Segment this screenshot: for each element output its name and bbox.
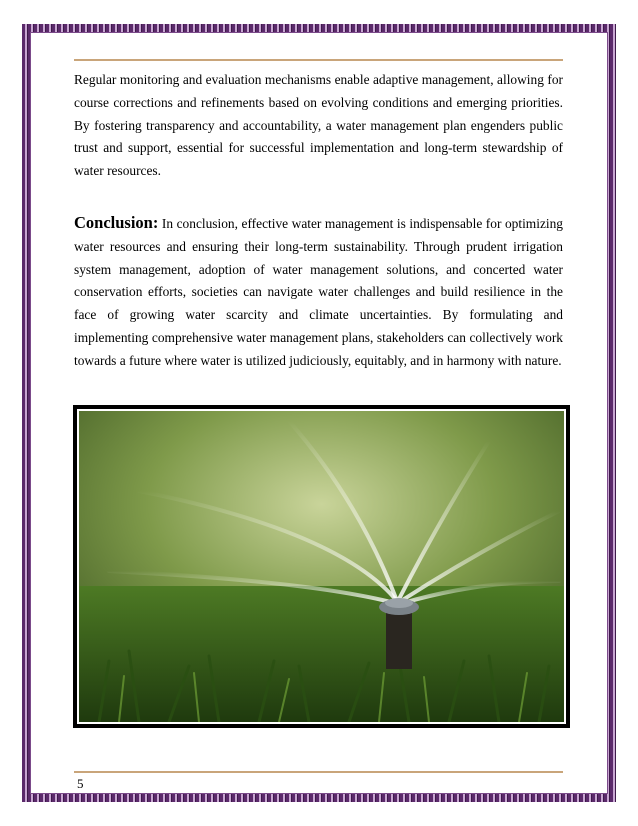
sprinkler-illustration [79, 411, 564, 722]
conclusion-paragraph [74, 212, 563, 373]
sprinkler-photo-image [77, 409, 566, 724]
sprinkler-photo [73, 405, 570, 728]
footer-rule [74, 771, 563, 773]
page-number: 5 [77, 776, 84, 791]
body-paragraph-monitoring: Regular monitoring and evaluation mechanisms enable adaptive management, allowing for course corrections and refinements based on evolving conditions and emerging priorities. By fostering transparency and accountability, a water management plan engenders public trust and support, essential for successful implementation and long-term stewardship of water resources. [74, 72, 563, 179]
conclusion-text: In conclusion, effective water management is indispensable for optimizing water resources and ensuring their long-term sustainability. Through prudent irrigation system management, adoption of water management solutions, and concerted water conservation efforts, societies can navigate water challenges and build resilience in the face of growing water scarcity and climate uncertainties. By formulating and implementing comprehensive water management plans, stakeholders can collectively work towards a future where water is utilized judiciously, equitably, and in harmony with nature. [74, 216, 563, 368]
header-rule [74, 59, 563, 61]
conclusion-heading: Conclusion: [74, 213, 159, 232]
